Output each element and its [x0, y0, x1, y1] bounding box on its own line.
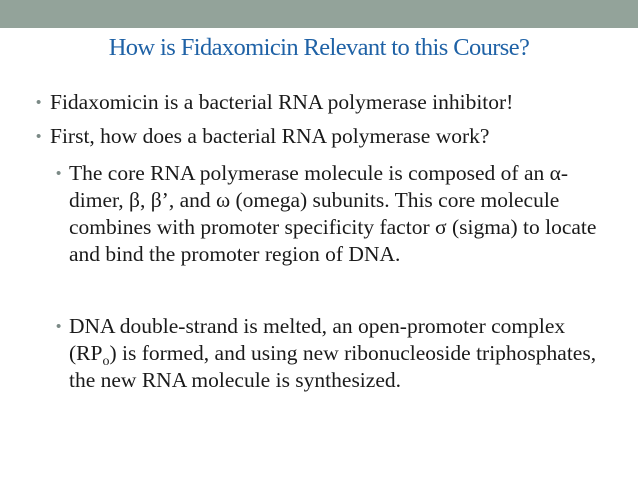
bullet-fidaxomicin-inhibitor: Fidaxomicin is a bacterial RNA polymerase inhibitor!	[50, 90, 514, 114]
bullet-how-rna-polymerase-works: First, how does a bacterial RNA polymerase work?	[50, 124, 490, 148]
sub-bullet-core-polymerase: The core RNA polymerase molecule is composed of an α-dimer, β, β’, and ω (omega) subunits. This core molecule combines with promoter specificity factor σ (sigma) to locate and bind the promoter region of DNA.	[69, 161, 597, 266]
bullet-dot: •	[36, 94, 42, 111]
bullet-dot: •	[36, 128, 42, 145]
sub-bullet-text-part: DNA double-strand is melted, an open-promoter complex (RP	[69, 314, 566, 365]
top-accent-bar	[0, 0, 638, 28]
sub-bullet-dot: •	[56, 318, 62, 335]
sub-bullet-dot: •	[56, 165, 62, 182]
subscript-o: o	[102, 353, 110, 369]
sub-bullet-dna-melting	[69, 313, 614, 394]
sub-bullet-text-part: ) is formed, and using new ribonucleoside triphosphates, the new RNA molecule is synthesized.	[69, 341, 597, 392]
slide-title: How is Fidaxomicin Relevant to this Course?	[108, 34, 530, 61]
